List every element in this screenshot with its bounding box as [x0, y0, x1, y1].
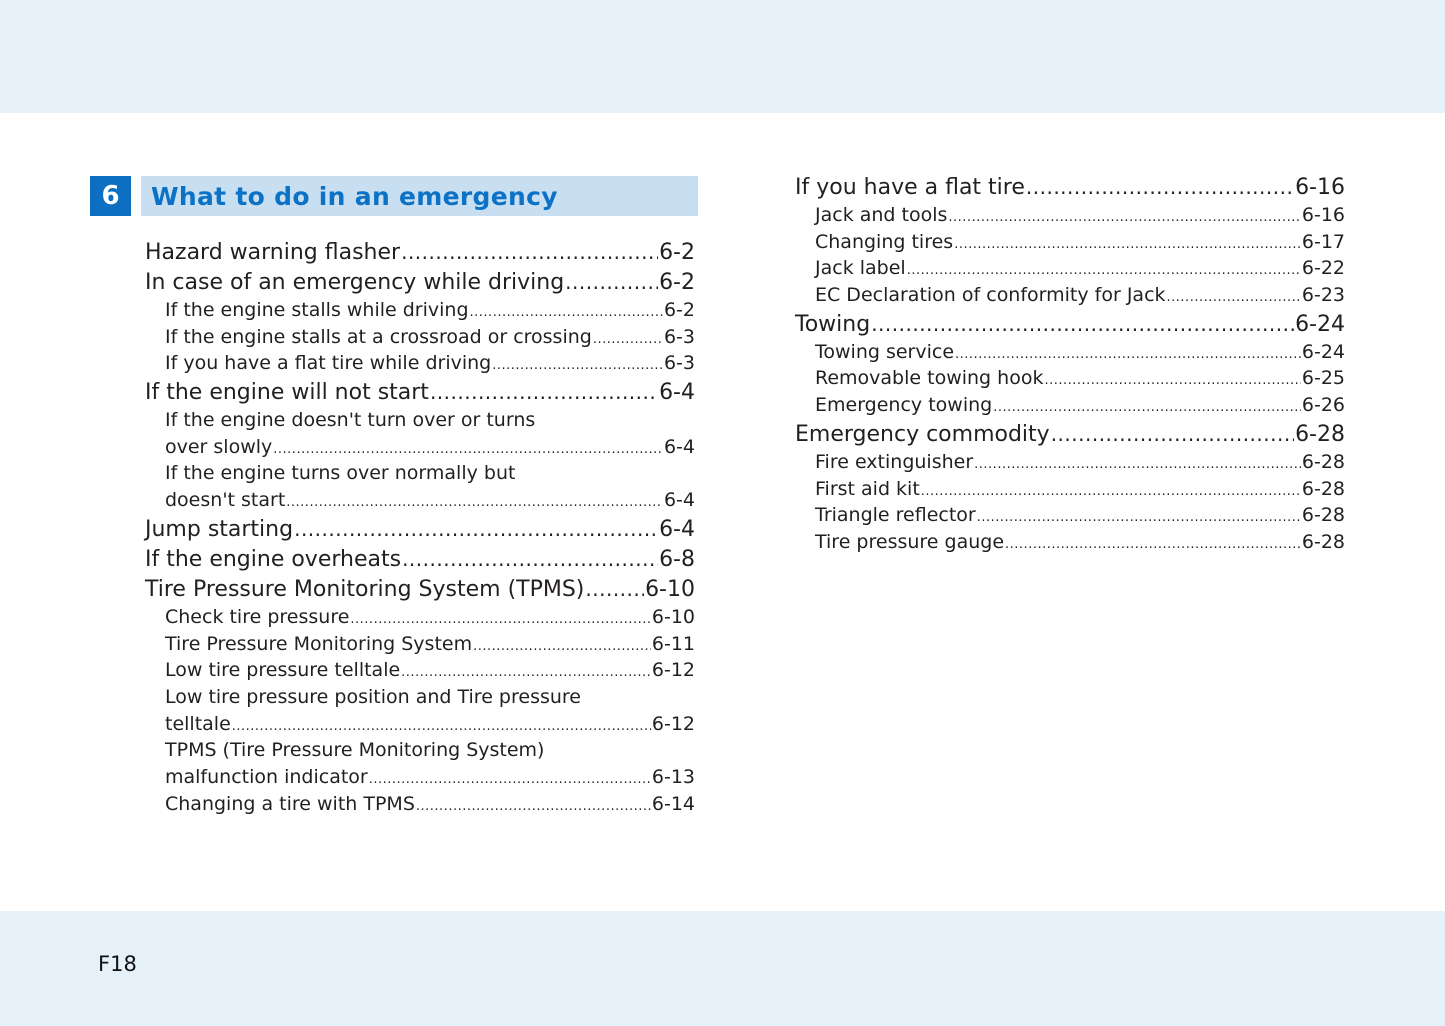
toc-entry-title: If the engine will not start [145, 380, 429, 406]
dot-leader [993, 392, 1301, 422]
toc-entry-title: If the engine overheats [145, 546, 402, 572]
toc-entry-title-line: TPMS (Tire Pressure Monitoring System) [165, 739, 545, 762]
toc-page-number: 6-11 [651, 632, 695, 655]
toc-page-number: 6-12 [651, 659, 695, 682]
dot-leader [1044, 365, 1300, 395]
toc-subsection-jack-and-tools[interactable] [795, 202, 1345, 229]
dot-leader [350, 604, 650, 634]
toc-page-number: 6-4 [663, 435, 695, 458]
toc-entry-title: Hazard warning flasher [145, 240, 401, 265]
toc-subsection-triangle-reflector[interactable] [795, 502, 1345, 529]
toc-subsection-changing-tires[interactable] [795, 229, 1345, 256]
toc-page-number: 6-4 [663, 489, 695, 512]
toc-entry-title-line: If the engine turns over normally but [165, 462, 516, 485]
dot-leader [565, 267, 658, 298]
toc-subsection-low-tire-pressure-position-and-tire-pressure-telltale[interactable] [145, 711, 695, 738]
toc-entry-title: First aid kit [815, 477, 920, 500]
toc-page-number: 6-28 [1301, 504, 1345, 527]
toc-subsection-jack-label[interactable] [795, 255, 1345, 282]
dot-leader [294, 514, 658, 545]
toc-section-hazard-warning-flasher[interactable] [145, 237, 695, 267]
dot-leader [492, 350, 663, 380]
toc-entry-title: Emergency towing [815, 394, 993, 417]
toc-section-if-you-have-a-flat-tire[interactable] [795, 172, 1345, 202]
toc-page-number: 6-13 [651, 765, 695, 788]
toc-page-number: 6-28 [1295, 421, 1345, 447]
toc-page-number: 6-10 [645, 576, 695, 602]
toc-left-column [145, 237, 695, 817]
toc-subsection-emergency-towing[interactable] [795, 392, 1345, 419]
toc-subsection-tire-pressure-monitoring-system[interactable] [145, 631, 695, 658]
toc-entry-title: Low tire pressure telltale [165, 659, 401, 682]
toc-entry-title: Changing a tire with TPMS [165, 792, 415, 815]
dot-leader [585, 574, 644, 605]
dot-leader [286, 487, 663, 517]
toc-page-number: 6-28 [1301, 530, 1345, 553]
toc-entry-title: Jump starting [145, 516, 294, 542]
toc-entry-title: Triangle reflector [815, 504, 976, 527]
toc-subsection-tire-pressure-gauge[interactable] [795, 529, 1345, 556]
chapter-number-badge: 6 [90, 176, 131, 216]
dot-leader [974, 449, 1301, 479]
toc-page-number: 6-25 [1301, 367, 1345, 390]
dot-leader [430, 377, 658, 408]
toc-subsection-low-tire-pressure-telltale[interactable] [145, 657, 695, 684]
dot-leader [921, 476, 1301, 506]
toc-entry-title: malfunction indicator [165, 765, 368, 788]
dot-leader [369, 764, 651, 794]
toc-page-number: 6-3 [663, 325, 695, 348]
toc-entry-title: Towing [795, 311, 871, 337]
dot-leader [1167, 282, 1301, 312]
toc-entry-title: In case of an emergency while driving [145, 270, 565, 295]
toc-page-number: 6-23 [1301, 284, 1345, 307]
toc-page-number: 6-16 [1295, 175, 1345, 200]
toc-entry-title: Jack label [815, 257, 906, 280]
toc-entry-title: doesn't start [165, 489, 286, 512]
dot-leader [401, 657, 651, 687]
toc-page-number: 6-16 [1301, 204, 1345, 226]
toc-entry-title: Emergency commodity [795, 421, 1050, 447]
toc-right-column [795, 172, 1345, 556]
toc-entry-title: Tire pressure gauge [815, 530, 1005, 553]
toc-section-if-the-engine-will-not-start[interactable] [145, 377, 695, 407]
dot-leader [401, 237, 658, 268]
toc-section-tire-pressure-monitoring-system-tpms[interactable] [145, 574, 695, 604]
toc-page-number: 6-26 [1301, 394, 1345, 417]
toc-entry-title: If the engine stalls at a crossroad or crossing [165, 325, 592, 348]
toc-subsection-if-the-engine-doesn-t-turn-over-or-turns-over-slowly[interactable] [145, 434, 695, 461]
toc-entry-title-line: Low tire pressure position and Tire pressure [165, 685, 581, 708]
toc-subsection-check-tire-pressure[interactable] [145, 604, 695, 631]
toc-entry-title: telltale [165, 712, 231, 735]
toc-page-number: 6-24 [1295, 311, 1345, 337]
toc-section-towing[interactable] [795, 309, 1345, 339]
toc-entry-title: Removable towing hook [815, 367, 1044, 390]
toc-entry-title: EC Declaration of conformity for Jack [815, 284, 1166, 307]
toc-page-number: 6-12 [651, 712, 695, 735]
toc-page-number: 6-17 [1301, 230, 1345, 253]
dot-leader [416, 791, 651, 821]
toc-subsection-changing-a-tire-with-tpms[interactable] [145, 791, 695, 818]
toc-subsection-removable-towing-hook[interactable] [795, 365, 1345, 392]
dot-leader [1051, 419, 1294, 450]
toc-page-number: 6-8 [659, 546, 695, 572]
toc-entry-title: Tire Pressure Monitoring System [165, 632, 473, 655]
dot-leader [907, 255, 1301, 285]
toc-page-number: 6-24 [1301, 340, 1345, 363]
footer-band [0, 911, 1445, 1026]
toc-entry-title: If the engine stalls while driving [165, 299, 469, 321]
toc-entry-title: over slowly [165, 435, 273, 458]
toc-entry-title: If you have a flat tire while driving [165, 352, 492, 375]
dot-leader [1026, 172, 1294, 203]
chapter-title [141, 176, 698, 216]
dot-leader [977, 502, 1301, 532]
toc-page-number: 6-28 [1301, 450, 1345, 473]
toc-page-number: 6-10 [651, 605, 695, 628]
toc-entry-title: Check tire pressure [165, 605, 350, 628]
toc-subsection-towing-service[interactable] [795, 339, 1345, 366]
dot-leader [273, 434, 663, 464]
toc-entry-title: If you have a flat tire [795, 175, 1025, 200]
dot-leader [954, 229, 1301, 259]
dot-leader [402, 544, 658, 575]
toc-entry-title: Jack and tools [815, 204, 948, 226]
toc-page-number: 6-2 [663, 299, 695, 321]
chapter-title-text: What to do in an emergency [151, 181, 558, 211]
toc-page-number: 6-3 [663, 352, 695, 375]
toc-page-number: 6-2 [659, 240, 695, 265]
dot-leader [955, 339, 1301, 369]
toc-page-number: 6-2 [659, 270, 695, 295]
dot-leader [473, 631, 651, 661]
toc-subsection-if-the-engine-stalls-while-driving[interactable] [145, 297, 695, 324]
toc-section-in-case-of-an-emergency-while-driving[interactable] [145, 267, 695, 297]
dot-leader [871, 309, 1294, 340]
toc-page-number: 6-28 [1301, 477, 1345, 500]
dot-leader [232, 711, 651, 741]
toc-entry-title: Towing service [815, 340, 955, 363]
header-band [0, 0, 1445, 113]
toc-page-number: 6-4 [659, 516, 695, 542]
toc-section-emergency-commodity[interactable] [795, 419, 1345, 449]
dot-leader [470, 297, 663, 327]
toc-page-number: 6-4 [659, 380, 695, 406]
toc-section-jump-starting[interactable] [145, 514, 695, 544]
page-number: F18 [98, 952, 137, 976]
toc-page-number: 6-22 [1301, 257, 1345, 280]
toc-subsection-tpms-tire-pressure-monitoring-system-malfunction-indicator[interactable] [145, 764, 695, 791]
toc-page-number: 6-14 [651, 792, 695, 815]
dot-leader [1005, 529, 1301, 559]
toc-entry-title: Fire extinguisher [815, 450, 974, 473]
toc-entry-title: Tire Pressure Monitoring System (TPMS) [145, 576, 585, 602]
toc-subsection-if-you-have-a-flat-tire-while-driving[interactable] [145, 350, 695, 377]
toc-entry-title: Changing tires [815, 230, 954, 253]
toc-subsection-fire-extinguisher[interactable] [795, 449, 1345, 476]
toc-entry-title-line: If the engine doesn't turn over or turns [165, 409, 536, 432]
toc-subsection-first-aid-kit[interactable] [795, 476, 1345, 503]
toc-subsection-if-the-engine-turns-over-normally-but-doesn-t-start[interactable] [145, 487, 695, 514]
toc-section-if-the-engine-overheats[interactable] [145, 544, 695, 574]
dot-leader [593, 324, 663, 354]
toc-subsection-if-the-engine-stalls-at-a-crossroad-or-crossing[interactable] [145, 324, 695, 351]
dot-leader [948, 202, 1300, 232]
toc-subsection-ec-declaration-of-conformity-for-jack[interactable] [795, 282, 1345, 309]
